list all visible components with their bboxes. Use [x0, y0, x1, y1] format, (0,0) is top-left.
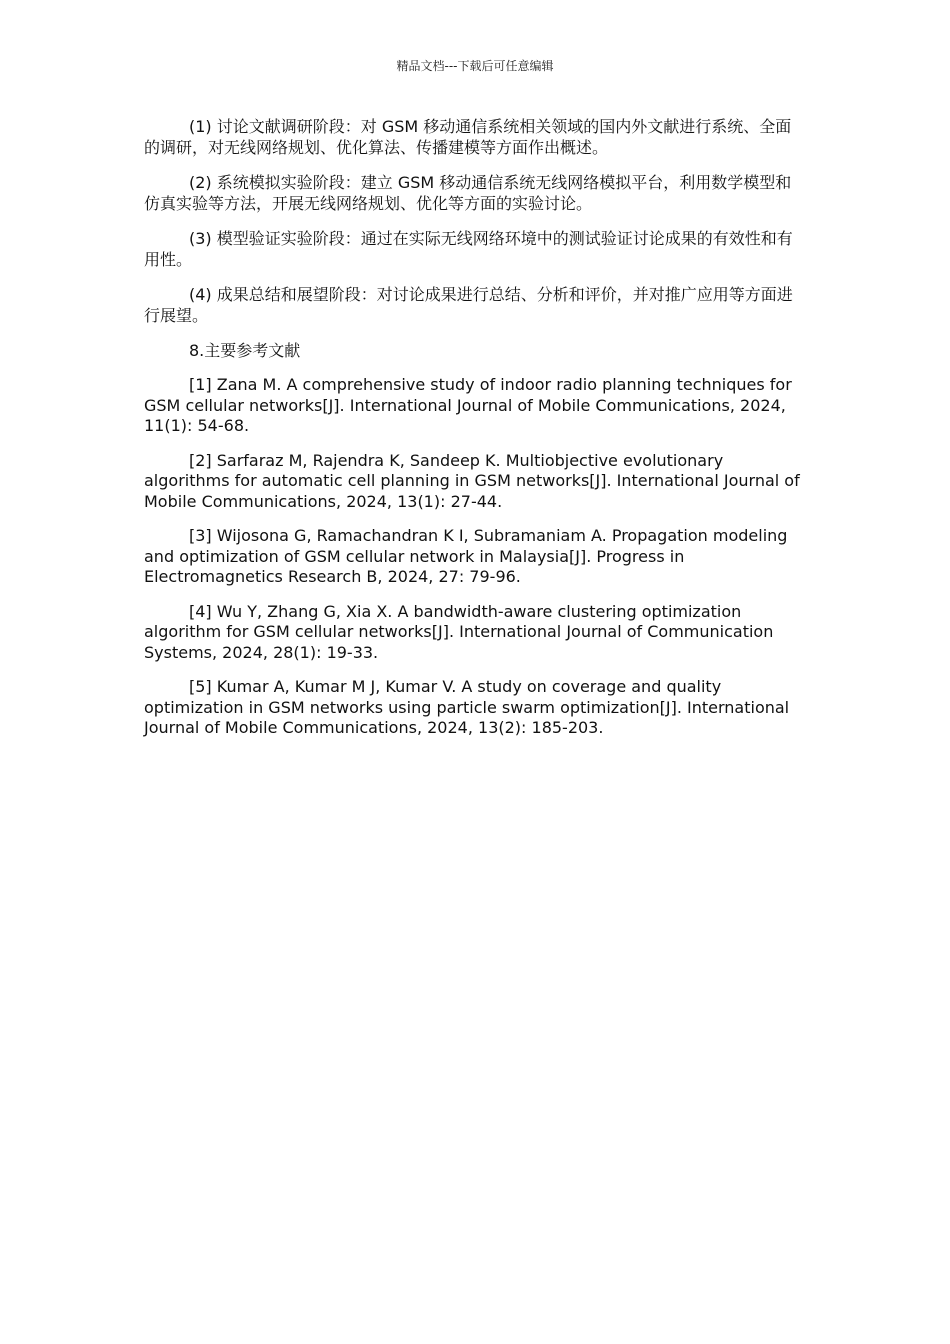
document-body	[144, 116, 806, 753]
references-heading: 8.主要参考文献	[189, 341, 301, 360]
stage-paragraph-1: (1) 讨论文献调研阶段：对 GSM 移动通信系统相关领域的国内外文献进行系统、全面的调研，对无线网络规划、优化算法、传播建模等方面作出概述。	[144, 117, 792, 157]
reference-item-1: [1] Zana M. A comprehensive study of indoor radio planning techniques for GSM cellular networks[J]. International Journal of Mobile Communications, 2024, 11(1): 54-68.	[144, 375, 792, 435]
page-header: 精品文档---下载后可任意编辑	[396, 59, 554, 73]
stage-paragraph-4: (4) 成果总结和展望阶段：对讨论成果进行总结、分析和评价，并对推广应用等方面进行展望。	[144, 285, 793, 325]
stage-paragraph-2: (2) 系统模拟实验阶段：建立 GSM 移动通信系统无线网络模拟平台，利用数学模型和仿真实验等方法，开展无线网络规划、优化等方面的实验讨论。	[144, 173, 792, 213]
reference-item-5: [5] Kumar A, Kumar M J, Kumar V. A study on coverage and quality optimization in GSM networks using particle swarm optimization[J]. International Journal of Mobile Communications, 2024, 13(2): 185-203.	[144, 677, 790, 737]
reference-item-4: [4] Wu Y, Zhang G, Xia X. A bandwidth-aware clustering optimization algorithm for GSM cellular networks[J]. International Journal of Communication Systems, 2024, 28(1): 19-33.	[144, 601, 774, 662]
reference-item-3: [3] Wijosona G, Ramachandran K I, Subramaniam A. Propagation modeling and optimization of GSM cellular network in Malaysia[J]. Progress in Electromagnetics Research B, 2024, 27: 79-96.	[144, 526, 788, 586]
reference-item-2: [2] Sarfaraz M, Rajendra K, Sandeep K. Multiobjective evolutionary algorithms for automatic cell planning in GSM networks[J]. International Journal of Mobile Communications, 2024, 13(1): 27-44.	[144, 450, 800, 511]
stage-paragraph-3: (3) 模型验证实验阶段：通过在实际无线网络环境中的测试验证讨论成果的有效性和有用性。	[144, 229, 793, 269]
